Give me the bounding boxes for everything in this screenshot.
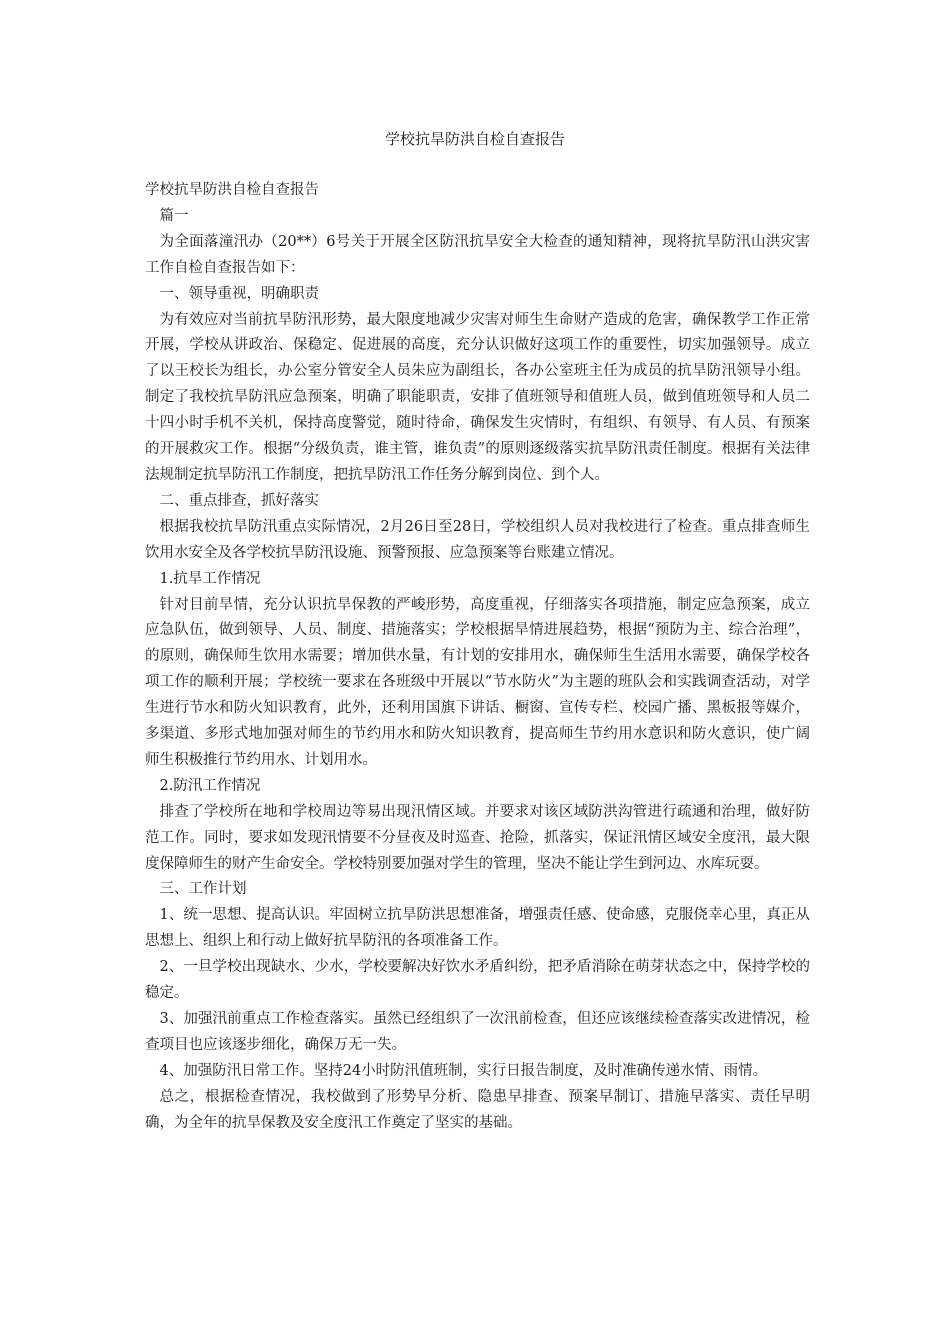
paragraph-leadership: 为有效应对当前抗旱防汛形势，最大限度地减少灾害对师生生命财产造成的危害，确保教学工作正常开展，学校从讲政治、保稳定、促进展的高度，充分认识做好这项工作的重要性，切实加强领导。成立了以王校长为组长，办公室分管安全人员朱应为副组长，各办公室班主任为成员的抗旱防汛领导小组。制定了我校抗旱防汛应急预案，明确了职能职责，安排了值班领导和值班人员，做到值班领导和人员二十四小时手机不关机，保持高度警觉，随时待命，确保发生灾情时，有组织、有领导、有人员、有预案的开展救灾工作。根据“分级负责，谁主管，谁负责”的原则逐级落实抗旱防汛责任制度。根据有关法律法规制定抗旱防汛工作制度，把抗旱防汛工作任务分解到岗位、到个人。 [145,311,810,483]
document-body [145,178,810,1137]
plan-item-3: 3、加强汛前重点工作检查落实。虽然已经组织了一次汛前检查，但还应该继续检查落实改进情况，检查项目也应该逐步细化，确保万无一失。 [145,1011,810,1053]
section-heading-3: 三、工作计划 [159,881,247,898]
subtitle: 学校抗旱防洪自检自查报告 [145,182,319,198]
paragraph-flood: 排查了学校所在地和学校周边等易出现汛情区域。并要求对该区域防洪沟管进行疏通和治理，做好防范工作。同时，要求如发现汛情要不分昼夜及时巡查、抢险，抓落实，保证汛情区域安全度汛，最大限度保障师生的财产生命安全。学校特别要加强对学生的管理，坚决不能让学生到河边、水库玩耍。 [145,803,810,872]
plan-item-2: 2、一旦学校出现缺水、少水，学校要解决好饮水矛盾纠纷，把矛盾消除在萌芽状态之中，保持学校的稳定。 [145,959,810,1002]
section-heading-1: 一、领导重视，明确职责 [159,285,319,302]
plan-item-4: 4、加强防汛日常工作。坚持24小时防汛值班制，实行日报告制度，及时准确传递水情、雨情。 [159,1062,768,1079]
page-title: 学校抗旱防洪自检自查报告 [384,130,565,148]
plan-item-1: 1、统一思想、提高认识。牢固树立抗旱防洪思想准备，增强责任感、使命感，克服侥幸心里，真正从思想上、组织上和行动上做好抗旱防汛的各项准备工作。 [145,907,810,950]
section-heading-2: 二、重点排查，抓好落实 [159,492,319,509]
paragraph-drought: 针对目前旱情，充分认识抗旱保教的严峻形势，高度重视，仔细落实各项措施，制定应急预案，成立应急队伍，做到领导、人员、制度、措施落实；学校根据旱情进展趋势，根据“预防为主、综合治理”，的原则，确保师生饮用水需要；增加供水量，有计划的安排用水，确保师生生活用水需要，确保学校各项工作的顺利开展；学校统一要求在各班级中开展以“节水防火”为主题的班队会和实践调查活动，对学生进行节水和防火知识教育，此外，还利用国旗下讲话、橱窗、宣传专栏、校园广播、黑板报等媒介，多渠道、多形式地加强对师生的节约用水和防火知识教育，提高师生节约用水意识和防火意识，使广阔师生积极推行节约用水、计划用水。 [145,596,810,768]
part-label: 篇一 [159,207,189,224]
subsection-heading-flood: 2.防汛工作情况 [159,777,261,794]
paragraph-inspection: 根据我校抗旱防汛重点实际情况，2月26日至28日，学校组织人员对我校进行了检查。重点排查师生饮用水安全及各学校抗旱防汛设施、预警预报、应急预案等台账建立情况。 [145,518,810,561]
paragraph-conclusion: 总之，根据检查情况，我校做到了形势早分析、隐患早排查、预案早制订、措施早落实、责任早明确，为全年的抗旱保教及安全度汛工作奠定了坚实的基础。 [145,1088,810,1131]
subsection-heading-drought: 1.抗旱工作情况 [159,570,261,587]
paragraph-intro: 为全面落潼汛办（20**）6号关于开展全区防汛抗旱安全大检查的通知精神，现将抗旱防汛山洪灾害工作自检自查报告如下： [145,233,810,276]
